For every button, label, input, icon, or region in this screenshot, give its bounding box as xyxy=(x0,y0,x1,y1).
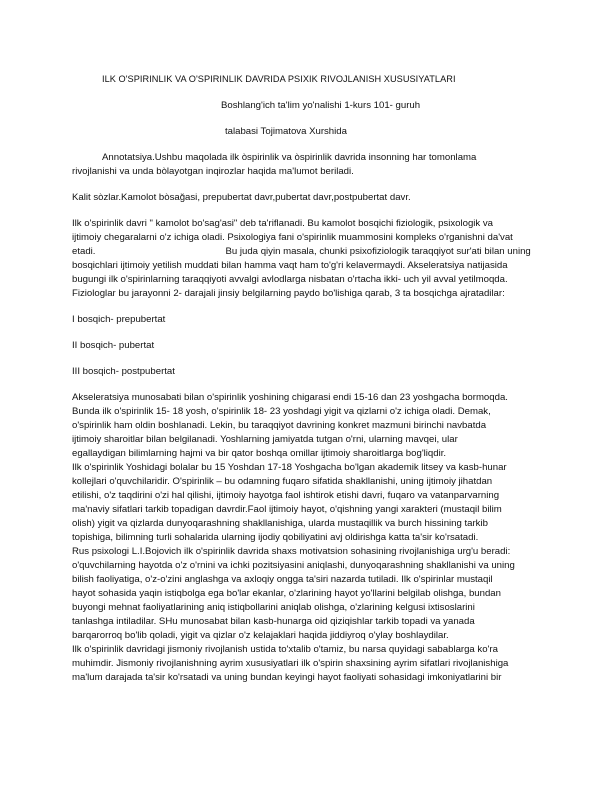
text-line: rivojlanishi va unda bòlayotgan inqirozlar haqida ma'lumot beriladi. xyxy=(72,166,354,177)
text-line: buyongi mehnat faoliyatlarining aniq istiqbollarini aniqlab olishga, o'zlarining kelgusi ixtisoslarini xyxy=(72,602,475,613)
author-affiliation: Boshlang'ich ta'lim yo'nalishi 1-kurs 101- guruh xyxy=(221,100,421,111)
text-line: o'quvchilarning hayotda o'z o'rnini va ichki pozitsiyasini aniqlashi, dunyoqarashning shakllanishi va uning xyxy=(72,560,515,571)
text-line: Fiziologlar bu jarayonni 2- darajali jinsiy belgilarning paydo bo'lishiga qarab, 3 ta bosqichga ajratadilar: xyxy=(72,288,505,299)
text-line: topishiga, bilimning turli sohalarida ularning ijodiy qobiliyatini avj oldirishga katta ta'sir ko'rsatadi. xyxy=(72,532,479,543)
text-line: barqarorroq bo'lib qoladi, yigit va qizlar o'z kelajaklari haqida jiddiyroq o'ylay boshlaydilar. xyxy=(72,630,449,641)
text-line: III bosqich- postpubertat xyxy=(72,366,175,377)
text-line: Bunda ilk o'spirinlik 15- 18 yosh, o'spirinlik 18- 23 yoshdagi yigit va qizlarni o'z ichiga oladi. Demak, xyxy=(72,406,491,417)
text-fragment: Bu juda qiyin masala, chunki psixofiziologik taraqqiyot sur'ati bilan uning xyxy=(225,246,531,257)
article-title: ILK O'SPIRINLIK VA O'SPIRINLIK DAVRIDA PSIXIK RIVOJLANISH XUSUSIYATLARI xyxy=(102,74,456,84)
text-line xyxy=(72,245,556,259)
text-line: ma'naviy sifatlari tarkib topadigan davrdir.Faol ijtimoiy hayot, o'qishning yangi xarakteri (mustaqil bilim xyxy=(72,504,502,515)
text-line: kollejlari o'quvchilaridir. O'spirinlik – bu odamning fuqaro sifatida shakllanishi, uning ijtimoiy jihatdan xyxy=(72,476,493,487)
text-line: Ilk o'spirinlik davri " kamolot bo'sag'asi" deb ta'riflanadi. Bu kamolot bosqichi fiziologik, psixologik va xyxy=(72,218,494,229)
text-line: II bosqich- pubertat xyxy=(72,340,155,351)
text-line: Annotatsiya.Ushbu maqolada ilk òspirinlik va òspirinlik davrida insonning har tomonlama xyxy=(102,152,477,163)
intro-paragraph xyxy=(72,217,556,301)
text-fragment: etadi. xyxy=(72,246,96,257)
text-line: egallaydigan bilimlarning hajmi va bir qator boshqa omillar ijtimoiy sharoitlarga bog'liqdir. xyxy=(72,448,447,459)
text-line: muhimdir. Jismoniy rivojlanishning ayrim xususiyatlari ilk o'spirin shaxsining ayrim sifatlari rivojlanishiga xyxy=(72,658,509,669)
text-line: ijtimoiy sharoitlar bilan belgilanadi. Yoshlarning jamiyatda tutgan o'rni, ularning mavqei, ular xyxy=(72,434,458,445)
keywords-paragraph xyxy=(72,191,556,205)
text-line: Rus psixologi L.I.Bojovich ilk o'spirinlik davrida shaxs motivatsion sohasining rivojlanishiga urg'u beradi: xyxy=(72,546,511,557)
text-line: etilishi, o'z taqdirini o'zi hal qilishi, ijtimoiy hayotga faol ishtirok etishi davri, fuqaro va vatanparvarning xyxy=(72,490,500,501)
text-line: ijtimoiy chegaralarni o'z ichiga oladi. Psixologiya fani o'spirinlik muammosini kompleks o'rganishni da'vat xyxy=(72,232,513,243)
annotation-paragraph xyxy=(72,151,556,179)
author-name: talabasi Tojimatova Xurshida xyxy=(225,126,347,137)
text-line: bilish faoliyatiga, o'z-o'zini anglashga va axloqiy ongga ta'siri nazarda tutiladi. Ilk o'spirinlar mustaqil xyxy=(72,574,493,585)
text-line: I bosqich- prepubertat xyxy=(72,314,166,325)
text-line: bugungi ilk o'spirinlarning taraqqiyoti avvalgi avlodlarga nisbatan o'rtacha ikki- uch yil avval yetilmoqda. xyxy=(72,274,508,285)
text-line: bosqichlari ijtimoiy yetilish muddati bilan hamma vaqt ham to'g'ri kelavermaydi. Akseleratsiya natijasida xyxy=(72,260,508,271)
text-line: Ilk o'spirinlik davridagi jismoniy rivojlanish ustida to'xtalib o'tamiz, bu narsa quyidagi sabablarga ko'ra xyxy=(72,644,498,655)
text-line: ma'lum darajada ta'sir ko'rsatadi va uning bundan keyingi hayot faoliyati sohasidagi imkoniyatlarini bir xyxy=(72,672,502,683)
document-body xyxy=(72,151,556,685)
text-line: tanlashga intiladilar. SHu munosabat bilan kasb-hunarga oid qiziqishlar tarkib topadi va yanada xyxy=(72,616,475,627)
stage-1 xyxy=(72,313,556,327)
text-line: Kalit sòzlar.Kamolot bòsağasi, prepubertat davr,pubertat davr,postpubertat davr. xyxy=(72,192,411,203)
main-paragraph xyxy=(72,391,556,685)
text-line: Ilk o'spirinlik Yoshidagi bolalar bu 15 Yoshdan 17-18 Yoshgacha bo'lgan akademik litsey va kasb-hunar xyxy=(72,462,507,473)
text-line: hayot sohasida yaqin istiqbolga ega bo'lar ekanlar, o'zlarining hayot yo'llarini belgilab olishga, bundan xyxy=(72,588,501,599)
text-line: Akseleratsiya munosabati bilan o'spirinlik yoshining chigarasi endi 15-16 dan 23 yoshgacha bormoqda. xyxy=(72,392,508,403)
text-line: olish) yigit va qizlarda dunyoqarashning shakllanishiga, ularda mustaqillik va burch hissining tarkib xyxy=(72,518,488,529)
stage-3 xyxy=(72,365,556,379)
text-line: o'spirinlik ham oldin boshlanadi. Lekin, bu taraqqiyot davrining konkret mazmuni birinchi navbatda xyxy=(72,420,487,431)
stage-2 xyxy=(72,339,556,353)
